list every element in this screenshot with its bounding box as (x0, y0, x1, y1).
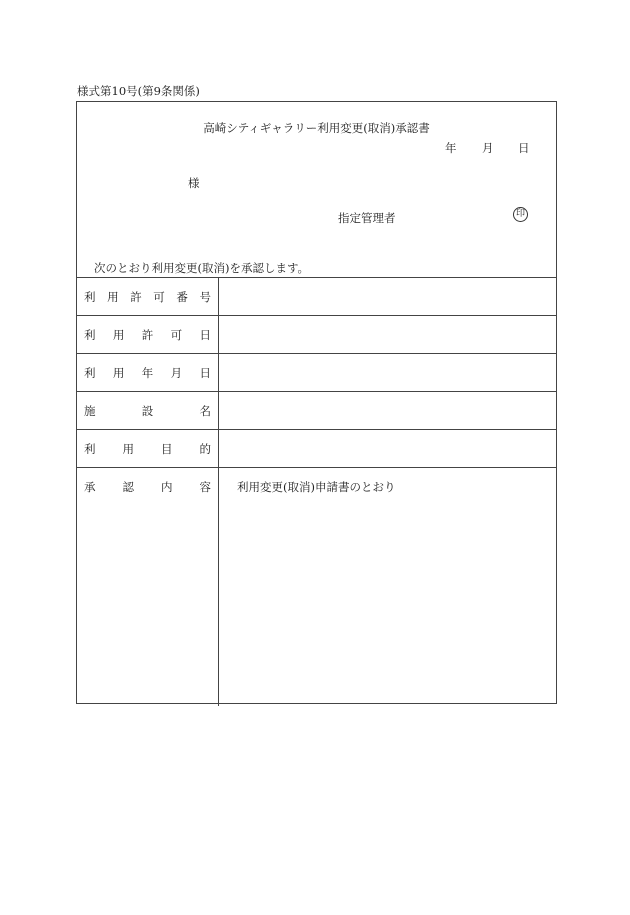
date-year-label: 年 (445, 141, 457, 155)
approval-details-table (77, 277, 556, 706)
issuer-label: 指定管理者 (338, 211, 396, 225)
approval-statement: 次のとおり利用変更(取消)を承認します。 (94, 261, 310, 275)
row-label-cell (77, 468, 219, 706)
table-row (77, 392, 556, 430)
table-row (77, 278, 556, 316)
seal-mark: 印 (513, 207, 528, 222)
usage-purpose-label: 利 用 目 的 (84, 442, 211, 456)
table-row (77, 354, 556, 392)
row-label-cell (77, 392, 219, 429)
table-row (77, 430, 556, 468)
row-label-cell (77, 278, 219, 315)
permit-number-label: 利 用 許 可 番 号 (84, 290, 211, 304)
date-month-label: 月 (482, 141, 494, 155)
approval-content-value: 利用変更(取消)申請書のとおり (237, 480, 396, 494)
date-day-label: 日 (518, 141, 530, 155)
row-label-cell (77, 430, 219, 467)
row-label-cell (77, 354, 219, 391)
approval-form-frame (76, 101, 557, 704)
addressee-suffix: 様 (188, 176, 200, 190)
document-title: 高崎シティギャラリー利用変更(取消)承認書 (203, 121, 430, 135)
table-row (77, 316, 556, 354)
permit-date-label: 利 用 許 可 日 (84, 328, 211, 342)
row-label-cell (77, 316, 219, 353)
approval-content-label: 承 認 内 容 (84, 480, 211, 494)
usage-date-label: 利 用 年 月 日 (84, 366, 211, 380)
table-row (77, 468, 556, 706)
facility-name-label: 施 設 名 (84, 404, 211, 418)
form-number-label: 様式第10号(第9条関係) (77, 84, 200, 98)
